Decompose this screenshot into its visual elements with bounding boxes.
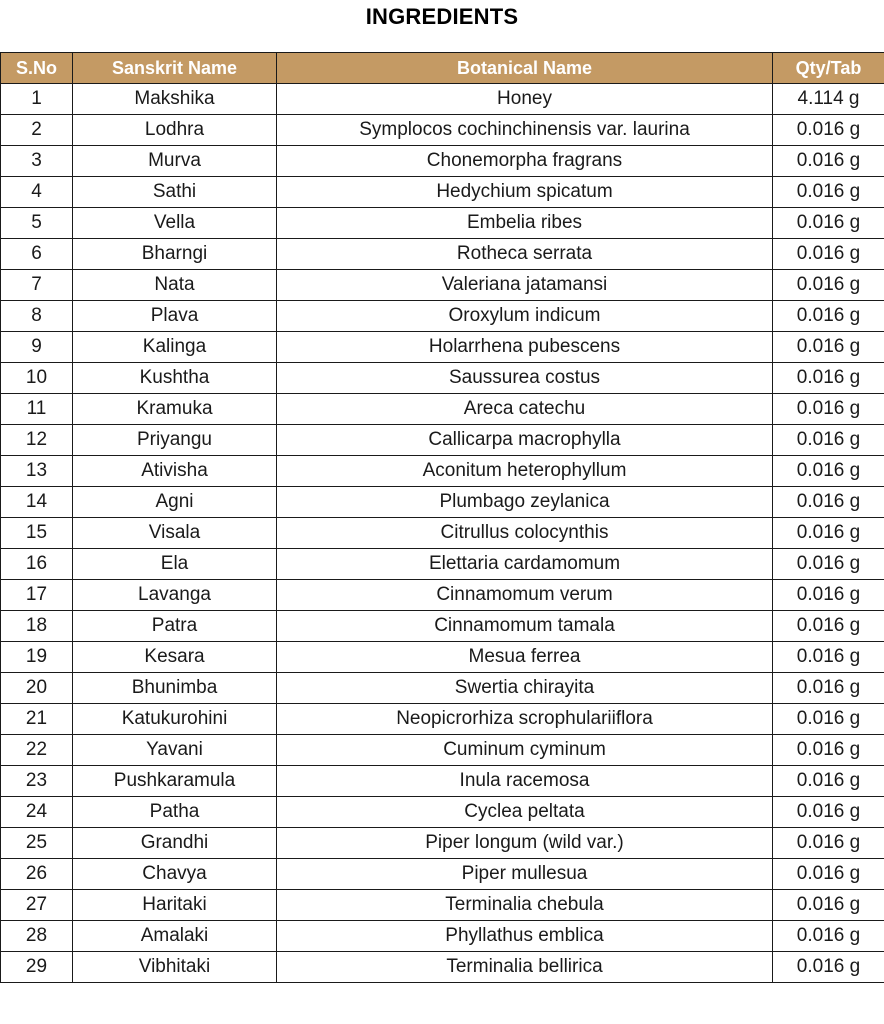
cell-sno: 18 xyxy=(1,611,73,642)
cell-botanical-name: Inula racemosa xyxy=(277,766,773,797)
cell-sno: 26 xyxy=(1,859,73,890)
cell-sanskrit-name: Ela xyxy=(73,549,277,580)
cell-qty: 0.016 g xyxy=(773,394,884,425)
cell-sno: 2 xyxy=(1,115,73,146)
table-row xyxy=(1,611,884,642)
cell-sno: 12 xyxy=(1,425,73,456)
cell-botanical-name: Cinnamomum tamala xyxy=(277,611,773,642)
cell-qty: 0.016 g xyxy=(773,890,884,921)
cell-botanical-name: Citrullus colocynthis xyxy=(277,518,773,549)
cell-sanskrit-name: Plava xyxy=(73,301,277,332)
cell-sanskrit-name: Grandhi xyxy=(73,828,277,859)
table-row xyxy=(1,332,884,363)
cell-sanskrit-name: Patra xyxy=(73,611,277,642)
cell-sanskrit-name: Yavani xyxy=(73,735,277,766)
table-row xyxy=(1,394,884,425)
cell-qty: 0.016 g xyxy=(773,115,884,146)
cell-botanical-name: Terminalia bellirica xyxy=(277,952,773,983)
table-row xyxy=(1,549,884,580)
cell-qty: 0.016 g xyxy=(773,363,884,394)
table-row xyxy=(1,859,884,890)
cell-qty: 0.016 g xyxy=(773,146,884,177)
cell-qty: 0.016 g xyxy=(773,549,884,580)
cell-sanskrit-name: Lavanga xyxy=(73,580,277,611)
cell-sno: 11 xyxy=(1,394,73,425)
cell-botanical-name: Oroxylum indicum xyxy=(277,301,773,332)
cell-qty: 0.016 g xyxy=(773,952,884,983)
table-row xyxy=(1,301,884,332)
cell-sno: 7 xyxy=(1,270,73,301)
cell-botanical-name: Swertia chirayita xyxy=(277,673,773,704)
table-row xyxy=(1,704,884,735)
ingredients-table xyxy=(0,52,884,983)
table-row xyxy=(1,735,884,766)
cell-sno: 8 xyxy=(1,301,73,332)
cell-qty: 0.016 g xyxy=(773,704,884,735)
table-body xyxy=(1,84,884,983)
cell-sno: 5 xyxy=(1,208,73,239)
cell-sanskrit-name: Patha xyxy=(73,797,277,828)
cell-sno: 20 xyxy=(1,673,73,704)
cell-sanskrit-name: Nata xyxy=(73,270,277,301)
cell-botanical-name: Cuminum cyminum xyxy=(277,735,773,766)
cell-sno: 13 xyxy=(1,456,73,487)
cell-qty: 0.016 g xyxy=(773,487,884,518)
cell-sno: 4 xyxy=(1,177,73,208)
cell-sanskrit-name: Visala xyxy=(73,518,277,549)
cell-qty: 0.016 g xyxy=(773,270,884,301)
table-row xyxy=(1,363,884,394)
cell-qty: 0.016 g xyxy=(773,611,884,642)
cell-sno: 22 xyxy=(1,735,73,766)
cell-qty: 0.016 g xyxy=(773,580,884,611)
table-row xyxy=(1,673,884,704)
cell-sno: 17 xyxy=(1,580,73,611)
cell-sanskrit-name: Bharngi xyxy=(73,239,277,270)
table-row xyxy=(1,921,884,952)
cell-sanskrit-name: Vella xyxy=(73,208,277,239)
table-row xyxy=(1,766,884,797)
table-row xyxy=(1,487,884,518)
cell-botanical-name: Hedychium spicatum xyxy=(277,177,773,208)
cell-qty: 0.016 g xyxy=(773,735,884,766)
cell-sanskrit-name: Chavya xyxy=(73,859,277,890)
cell-qty: 0.016 g xyxy=(773,673,884,704)
cell-sno: 14 xyxy=(1,487,73,518)
cell-sanskrit-name: Ativisha xyxy=(73,456,277,487)
cell-qty: 0.016 g xyxy=(773,518,884,549)
table-header xyxy=(1,53,884,84)
table-row xyxy=(1,580,884,611)
cell-sanskrit-name: Priyangu xyxy=(73,425,277,456)
table-row xyxy=(1,208,884,239)
cell-botanical-name: Mesua ferrea xyxy=(277,642,773,673)
cell-qty: 0.016 g xyxy=(773,859,884,890)
cell-sno: 23 xyxy=(1,766,73,797)
cell-sanskrit-name: Kramuka xyxy=(73,394,277,425)
table-row xyxy=(1,456,884,487)
cell-qty: 0.016 g xyxy=(773,828,884,859)
table-row xyxy=(1,518,884,549)
cell-qty: 0.016 g xyxy=(773,332,884,363)
cell-sanskrit-name: Agni xyxy=(73,487,277,518)
cell-sno: 16 xyxy=(1,549,73,580)
cell-sanskrit-name: Makshika xyxy=(73,84,277,115)
table-row xyxy=(1,146,884,177)
cell-botanical-name: Symplocos cochinchinensis var. laurina xyxy=(277,115,773,146)
cell-sanskrit-name: Pushkaramula xyxy=(73,766,277,797)
table-row xyxy=(1,239,884,270)
table-row xyxy=(1,115,884,146)
cell-qty: 0.016 g xyxy=(773,797,884,828)
cell-qty: 0.016 g xyxy=(773,425,884,456)
table-row xyxy=(1,84,884,115)
cell-qty: 0.016 g xyxy=(773,208,884,239)
cell-botanical-name: Aconitum heterophyllum xyxy=(277,456,773,487)
cell-sanskrit-name: Kalinga xyxy=(73,332,277,363)
table-row xyxy=(1,828,884,859)
cell-sno: 1 xyxy=(1,84,73,115)
cell-botanical-name: Holarrhena pubescens xyxy=(277,332,773,363)
cell-botanical-name: Cyclea peltata xyxy=(277,797,773,828)
cell-sanskrit-name: Bhunimba xyxy=(73,673,277,704)
cell-sno: 6 xyxy=(1,239,73,270)
cell-sanskrit-name: Lodhra xyxy=(73,115,277,146)
cell-botanical-name: Neopicrorhiza scrophulariiflora xyxy=(277,704,773,735)
cell-sno: 3 xyxy=(1,146,73,177)
cell-sno: 25 xyxy=(1,828,73,859)
cell-botanical-name: Chonemorpha fragrans xyxy=(277,146,773,177)
header-sno: S.No xyxy=(1,53,73,84)
table-row xyxy=(1,425,884,456)
cell-botanical-name: Areca catechu xyxy=(277,394,773,425)
cell-botanical-name: Rotheca serrata xyxy=(277,239,773,270)
cell-sanskrit-name: Murva xyxy=(73,146,277,177)
cell-sanskrit-name: Katukurohini xyxy=(73,704,277,735)
cell-qty: 0.016 g xyxy=(773,921,884,952)
cell-sanskrit-name: Sathi xyxy=(73,177,277,208)
cell-qty: 0.016 g xyxy=(773,239,884,270)
cell-sno: 29 xyxy=(1,952,73,983)
cell-botanical-name: Elettaria cardamomum xyxy=(277,549,773,580)
cell-sno: 24 xyxy=(1,797,73,828)
cell-botanical-name: Callicarpa macrophylla xyxy=(277,425,773,456)
cell-sno: 27 xyxy=(1,890,73,921)
cell-sanskrit-name: Kesara xyxy=(73,642,277,673)
cell-botanical-name: Embelia ribes xyxy=(277,208,773,239)
cell-qty: 0.016 g xyxy=(773,301,884,332)
cell-sno: 10 xyxy=(1,363,73,394)
header-botanical-name: Botanical Name xyxy=(277,53,773,84)
table-row xyxy=(1,270,884,301)
cell-sanskrit-name: Amalaki xyxy=(73,921,277,952)
cell-botanical-name: Phyllathus emblica xyxy=(277,921,773,952)
cell-qty: 0.016 g xyxy=(773,456,884,487)
cell-sno: 9 xyxy=(1,332,73,363)
cell-sno: 19 xyxy=(1,642,73,673)
cell-botanical-name: Valeriana jatamansi xyxy=(277,270,773,301)
header-row xyxy=(1,53,884,84)
table-row xyxy=(1,890,884,921)
cell-botanical-name: Cinnamomum verum xyxy=(277,580,773,611)
header-qty-per-tab: Qty/Tab xyxy=(773,53,884,84)
cell-botanical-name: Piper mullesua xyxy=(277,859,773,890)
table-row xyxy=(1,642,884,673)
cell-botanical-name: Saussurea costus xyxy=(277,363,773,394)
cell-sanskrit-name: Vibhitaki xyxy=(73,952,277,983)
cell-sanskrit-name: Kushtha xyxy=(73,363,277,394)
cell-sno: 21 xyxy=(1,704,73,735)
page-title: INGREDIENTS xyxy=(365,4,519,29)
cell-botanical-name: Piper longum (wild var.) xyxy=(277,828,773,859)
table-row xyxy=(1,177,884,208)
cell-botanical-name: Terminalia chebula xyxy=(277,890,773,921)
cell-qty: 0.016 g xyxy=(773,642,884,673)
cell-qty: 0.016 g xyxy=(773,766,884,797)
table-row xyxy=(1,952,884,983)
cell-botanical-name: Plumbago zeylanica xyxy=(277,487,773,518)
cell-sanskrit-name: Haritaki xyxy=(73,890,277,921)
cell-sno: 15 xyxy=(1,518,73,549)
header-sanskrit-name: Sanskrit Name xyxy=(73,53,277,84)
table-row xyxy=(1,797,884,828)
cell-botanical-name: Honey xyxy=(277,84,773,115)
cell-qty: 0.016 g xyxy=(773,177,884,208)
cell-sno: 28 xyxy=(1,921,73,952)
cell-qty: 4.114 g xyxy=(773,84,884,115)
